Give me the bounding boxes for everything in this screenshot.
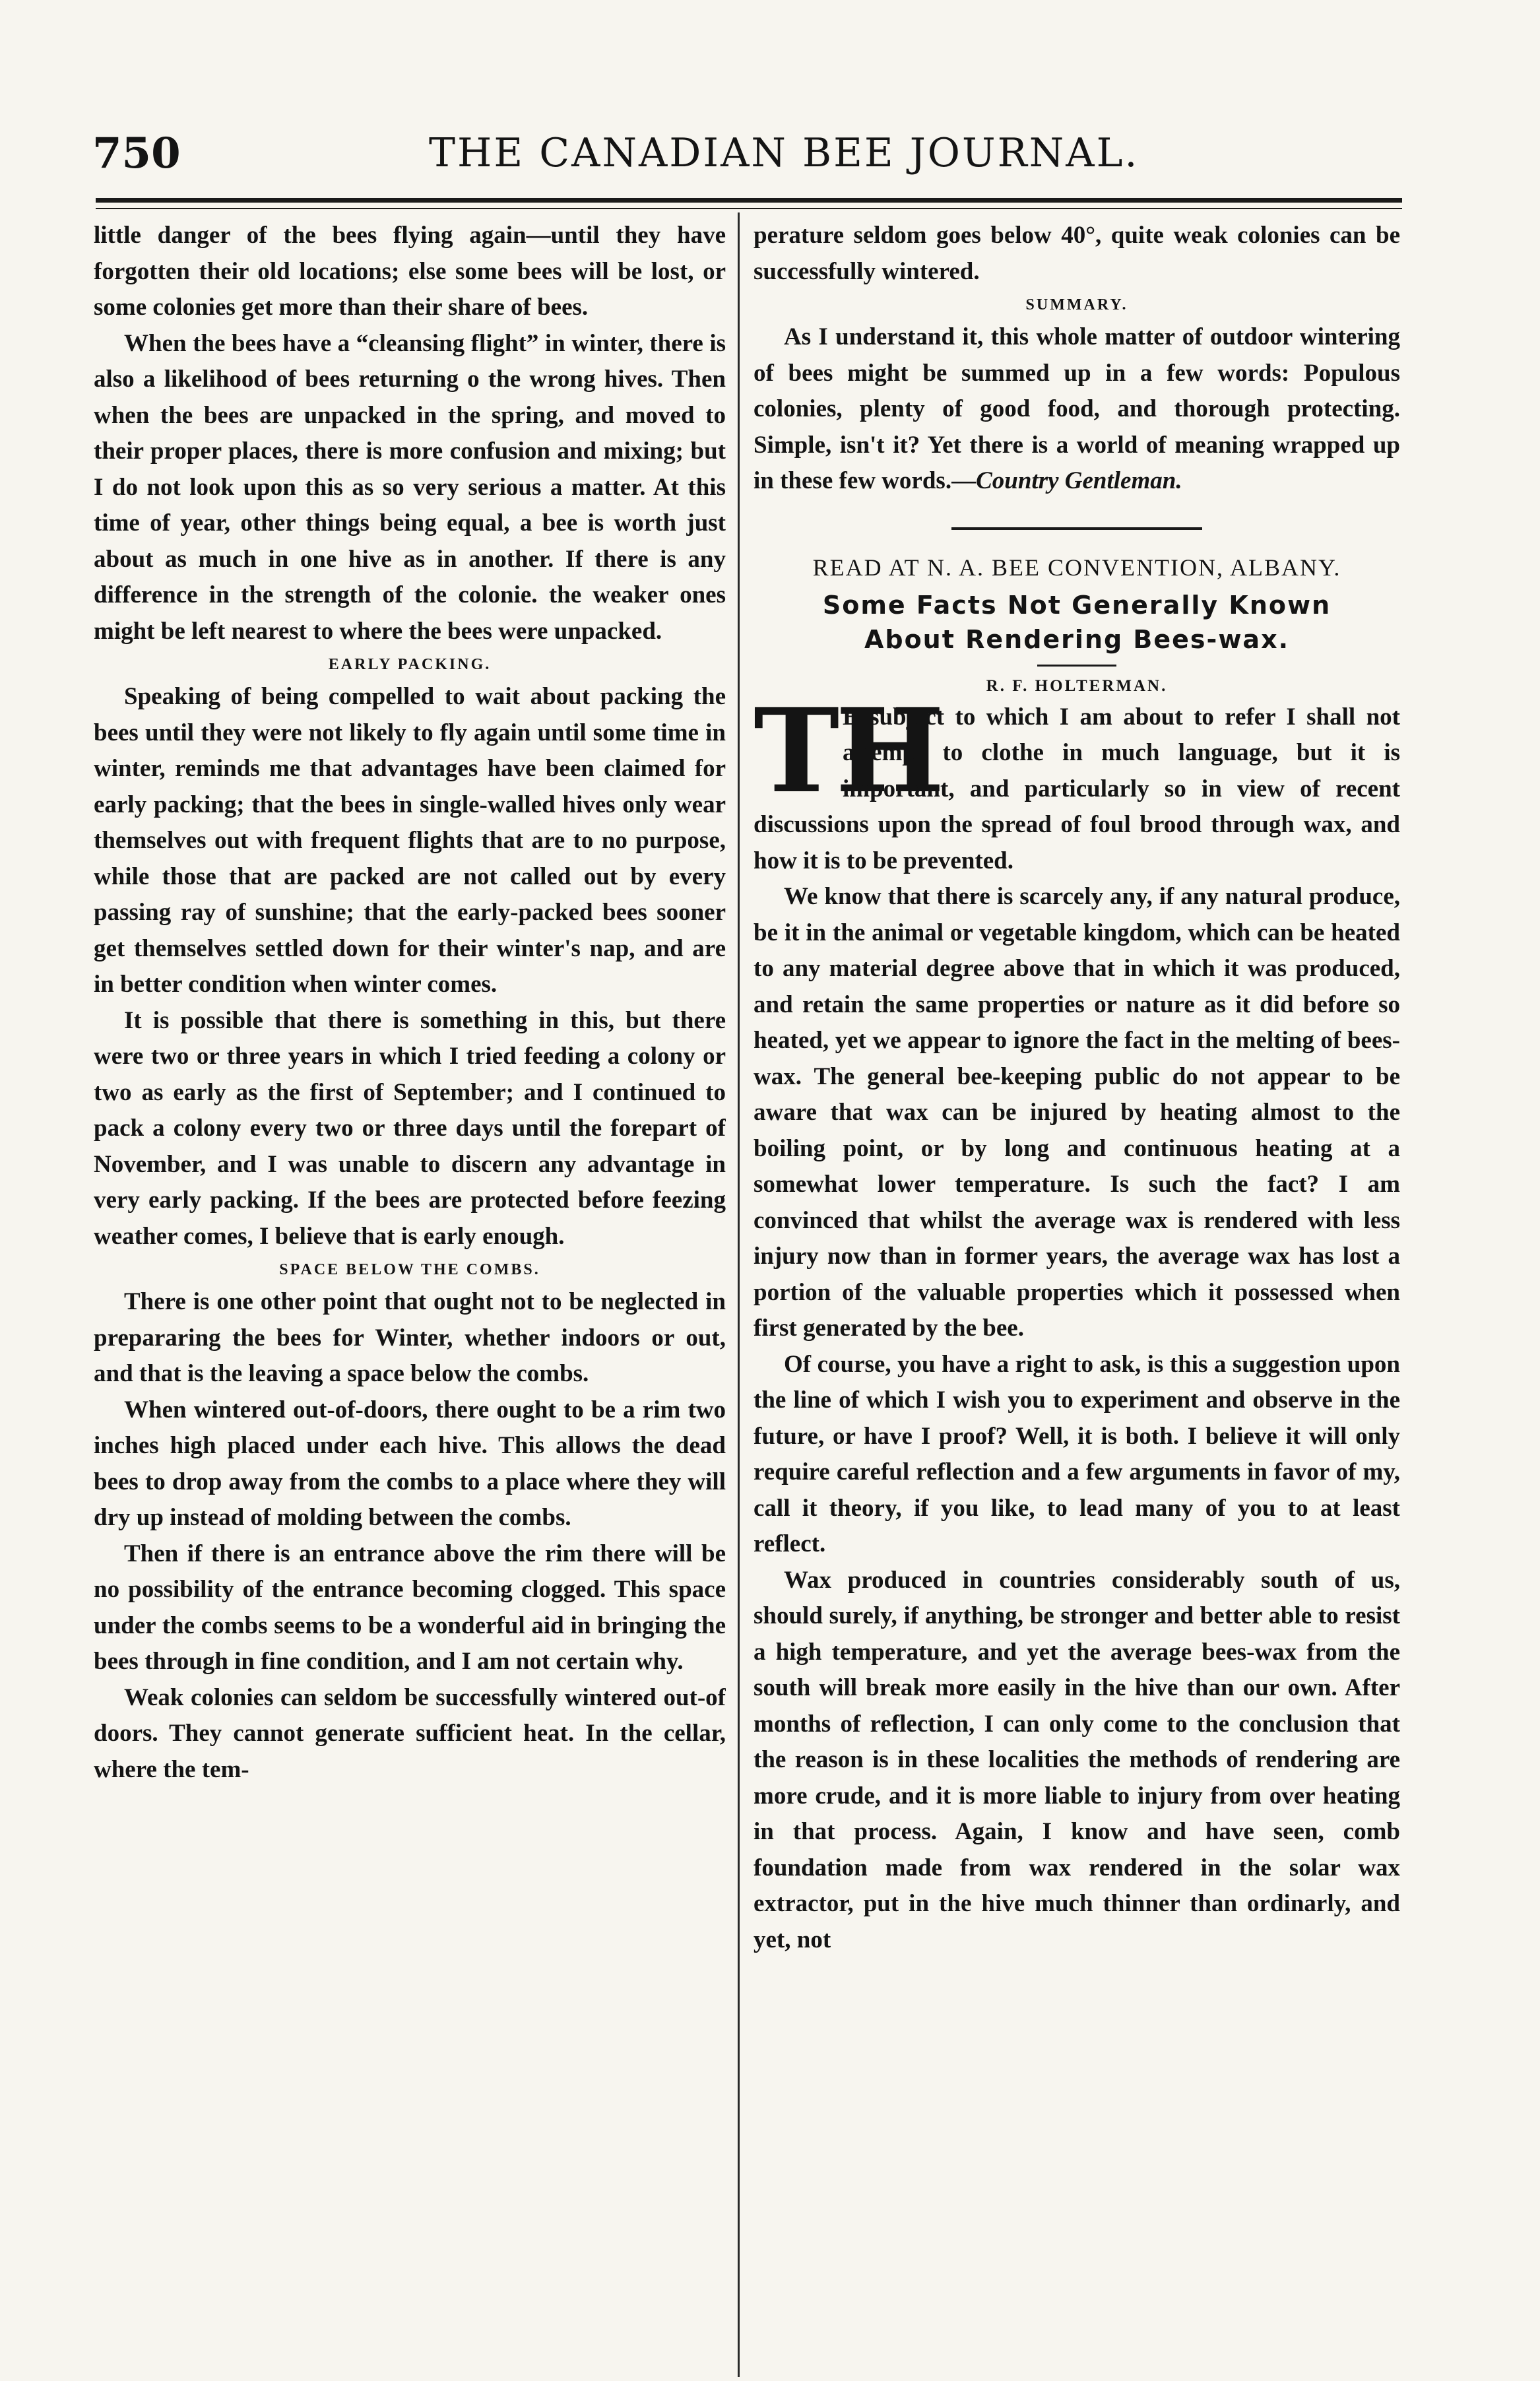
paragraph: We know that there is scarcely any, if any natural produce, be it in the animal or vegetable kingdom, which can be heated to any material degree above that in which it was produced, and retain the same properties or nature as it did before so heated, yet we appear to ignore the fact in the melting of bees-wax. The general bee-keeping public do not appear to be aware that wax can be injured by heating almost to the boiling point, or by long and continuous heating at a somewhat lower temperature. Is such the fact? I am convinced that whilst the average wax is rendered with less injury now than in former years, the average wax has lost a portion of the valuable properties which it possessed when first generated by the bee. [754, 883, 1400, 1342]
paragraph: Of course, you have a right to ask, is this a suggestion upon the line of which I wish you to experiment and observe in the future, or have I proof? Well, it is both. I believe it will only require careful reflection and a few arguments in favor of my, call it theory, if you like, to lead many of you to at least reflect. [754, 1350, 1400, 1557]
summary-text: As I understand it, this whole matter of outdoor wintering of bees might be summed up in a few words: Populous colonies, plenty of good food, and thorough protecting. Simple, isn't it? Yet there is a world of meaning wrapped up in these few words.— [754, 323, 1400, 494]
journal-title: THE CANADIAN BEE JOURNAL. [429, 130, 1139, 176]
paragraph: perature seldom goes below 40°, quite weak colonies can be successfully wintered. [754, 222, 1400, 285]
header-rule-thick [96, 198, 1402, 203]
page-number: 750 [92, 129, 181, 178]
paragraph: Weak colonies can seldom be successfully wintered out-of doors. They cannot generate sufficient heat. In the cellar, where the tem- [94, 1683, 726, 1783]
paragraph: Wax produced in countries considerably south of us, should surely, if anything, be stronger and better able to resist a high temperature, and yet the average bees-wax from the south will break more easily in the hive than our own. After months of reflection, I can only come to the conclusion that the reason is in these localities the methods of rendering are more crude, and it is more liable to injury from over heating in that process. Again, I know and have seen, comb foundation made from wax rendered in the solar wax extractor, put in the hive much thinner than ordinarly, and yet, not [754, 1566, 1400, 1953]
title-rule [1037, 665, 1116, 667]
article-title-line-1: Some Facts Not Generally Known [822, 590, 1331, 620]
section-heading-early-packing: EARLY PACKING. [328, 656, 492, 673]
paragraph [754, 319, 1400, 500]
paragraph: When wintered out-of-doors, there ought to be a rim two inches high placed under each hive. This allows the dead bees to drop away from the combs to a place where they will dry up instead of molding between the combs. [94, 1396, 726, 1531]
paragraph: E subject to which I am about to refer I shall not attempt to clothe in much language, but it is important, and particularly so in view of recent discussions upon the spread of foul brood through wax, and how it is to be prevented. [754, 703, 1400, 874]
section-heading-summary: SUMMARY. [1025, 296, 1128, 313]
left-column [94, 218, 726, 2376]
read-at-line: READ AT N. A. BEE CONVENTION, ALBANY. [812, 554, 1341, 581]
source-attribution: Country Gentleman. [976, 467, 1182, 494]
page-header [92, 129, 1412, 188]
right-column [754, 218, 1400, 2376]
paragraph: It is possible that there is something in this, but there were two or three years in which I tried feeding a colony or two as early as the first of September; and I continued to pack a colony every two or three days until the forepart of November, and I was unable to discern any advantage in very early packing. If the bees are protected before feezing weather comes, I believe that is early enough. [94, 1006, 726, 1250]
ornament-divider [754, 519, 1400, 539]
paragraph: little danger of the bees flying again—until they have forgotten their old locations; else some bees will be lost, or some colonies get more than their share of bees. [94, 222, 726, 321]
paragraph: There is one other point that ought not to be neglected in prepararing the bees for Winter, whether indoors or out, and that is the leaving a space below the combs. [94, 1288, 726, 1387]
paragraph: When the bees have a “cleansing flight” in winter, there is also a likelihood of bees returning o the wrong hives. Then when the bees are unpacked in the spring, and moved to their proper places, there is more confusion and mixing; but I do not look upon this as so very serious a matter. At this time of year, other things being equal, a bee is worth just about as much in one hive as in another. If there is any difference in the strength of the colonie. the weaker ones might be left nearest to where the bees were unpacked. [94, 329, 726, 645]
article-title-line-2: About Rendering Bees-wax. [864, 624, 1290, 654]
header-rule-thin [96, 208, 1402, 209]
column-divider [738, 212, 740, 2377]
paragraph: Then if there is an entrance above the rim there will be no possibility of the entrance becoming clogged. This space under the combs seems to be a wonderful aid in bringing the bees through in fine condition, and I am not certain why. [94, 1540, 726, 1675]
paragraph: Speaking of being compelled to wait about packing the bees until they were not likely to fly again until some time in winter, reminds me that advantages have been claimed for early packing; that the bees in single-walled hives only wear themselves out with frequent flights that are to no purpose, while those that are packed are not called out by every passing ray of sunshine; that the early-packed bees sooner get themselves settled down for their winter's nap, and are in better condition when winter comes. [94, 683, 726, 998]
drop-cap: TH [754, 683, 941, 819]
ornament-rule [951, 527, 1202, 530]
section-heading-space-below-combs: SPACE BELOW THE COMBS. [279, 1261, 540, 1278]
article-title [754, 588, 1400, 657]
author-byline: R. F. HOLTERMAN. [986, 676, 1168, 695]
